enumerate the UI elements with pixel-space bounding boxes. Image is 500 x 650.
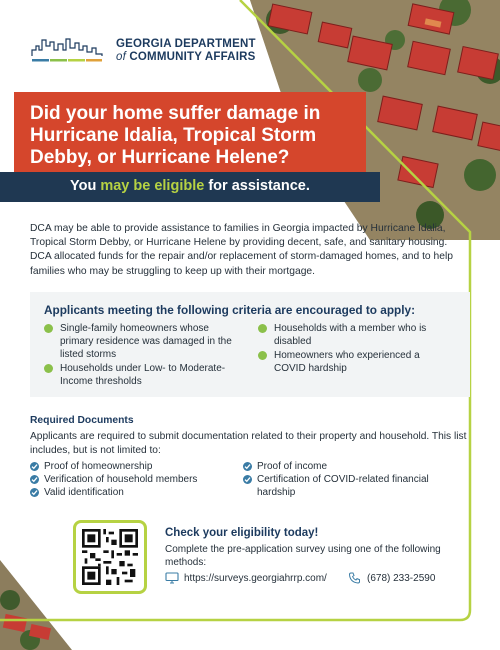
phone-icon [348,572,362,584]
computer-monitor-icon [165,572,179,584]
required-documents-title: Required Documents [30,415,134,426]
cta-title: Check your eligibility today! [165,527,319,539]
headline-title: Did your home suffer damage in Hurricane Idalia, Tropical Storm Debby, or Hurricane Helene? [30,103,321,168]
criteria-item [258,349,453,375]
survey-url[interactable]: https://surveys.georgiahrrp.com/ [184,572,327,584]
document-item [243,460,443,473]
logo-of: of [116,51,126,63]
document-item [30,486,235,499]
criteria-item [44,322,244,361]
check-icon [30,488,39,497]
aerial-photo-corner [0,560,72,650]
green-bullet-icon [44,324,53,333]
document-item-text: Proof of income [257,461,328,472]
document-item-text: Verification of household members [44,474,198,485]
skyline-logo-icon [30,36,108,64]
check-icon [30,475,39,484]
document-item [30,473,235,486]
green-bullet-icon [44,364,53,373]
criteria-item-text: Homeowners who experienced a COVID hardship [274,350,420,374]
criteria-box [30,292,470,397]
document-item [30,460,235,473]
green-bullet-icon [258,324,267,333]
check-icon [243,462,252,471]
check-icon [30,462,39,471]
intro-paragraph: DCA may be able to provide assistance to families in Georgia impacted by Hurricane Idalia, Tropical Storm Debby, or Hurricane Helene by providing decent, safe, and sanitary housing. DCA allocated funds for the repair and/or replacement of storm-damaged homes, and to help families who may be struggling to keep up with their mortgage. [30,223,453,277]
document-item-text: Proof of homeownership [44,461,153,472]
criteria-list-right [258,322,453,376]
documents-list-right [243,460,443,499]
criteria-item-text: Single-family homeowners whose primary residence was damaged in the listed storms [60,323,232,360]
cta-text: Complete the pre-application survey using one of the following methods: [165,544,441,568]
documents-list-left [30,460,235,499]
check-icon [243,475,252,484]
criteria-item [44,362,244,388]
gdca-logo [30,36,260,66]
criteria-title: Applicants meeting the following criteria are encouraged to apply: [44,303,416,317]
logo-wordmark [116,38,256,64]
subhead-after: for assistance. [204,178,310,194]
phone-link[interactable] [348,572,435,584]
required-documents-text: Applicants are required to submit documentation related to their property and household. This list includes, but is not limited to: [30,431,467,456]
logo-line-1: GEORGIA DEPARTMENT [116,38,256,50]
qr-code-icon [82,529,138,585]
subhead-text [70,178,310,194]
logo-line-2 [116,51,256,64]
document-item [243,473,443,499]
criteria-item-text: Households under Low- to Moderate-Income thresholds [60,363,226,387]
document-item-text: Certification of COVID-related financial hardship [257,474,429,498]
logo-line-2-rest: COMMUNITY AFFAIRS [126,51,256,63]
green-bullet-icon [258,351,267,360]
subhead-accent: may be eligible [100,178,205,194]
criteria-item [258,322,453,348]
document-item-text: Valid identification [44,487,124,498]
criteria-item-text: Households with a member who is disabled [274,323,427,347]
subhead-before: You [70,178,101,194]
criteria-list-left [44,322,244,389]
qr-code[interactable] [73,520,147,594]
survey-link[interactable] [165,572,327,584]
headline-banner [14,92,366,172]
phone-number[interactable]: (678) 233-2590 [367,572,436,584]
